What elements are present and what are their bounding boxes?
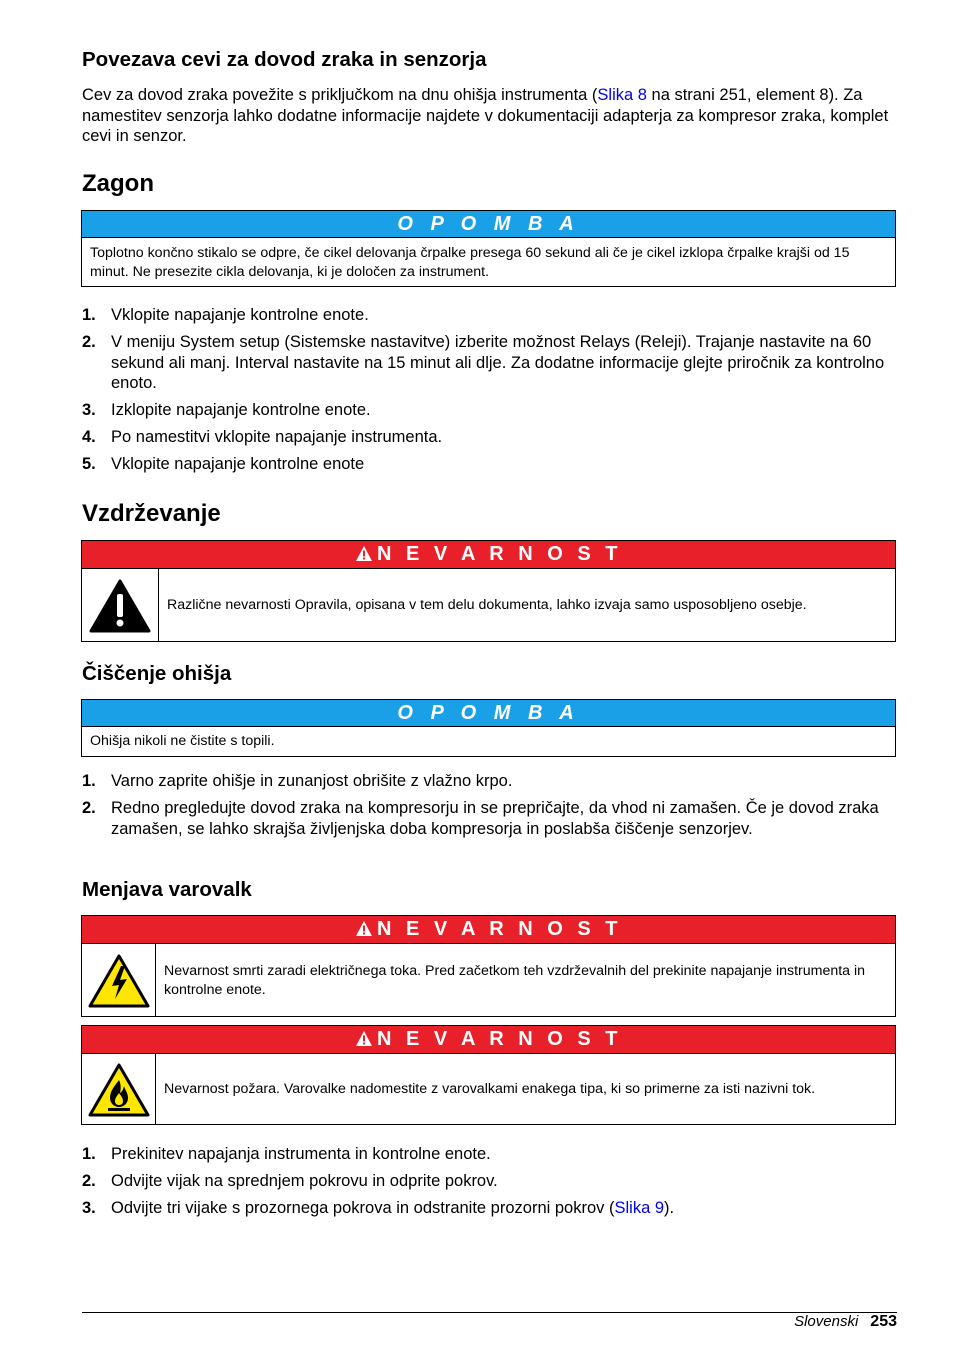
- warning-triangle-icon: [355, 545, 373, 562]
- step-text: ).: [664, 1199, 675, 1217]
- danger-content: [82, 944, 895, 1017]
- step-number: 4.: [82, 428, 96, 446]
- danger-box-fire: [81, 1025, 896, 1125]
- danger-box-electrical: [81, 915, 896, 1017]
- step-text: Izklopite napajanje kontrolne enote.: [111, 401, 371, 419]
- page-footer: [794, 1312, 897, 1332]
- list-item: [82, 400, 897, 421]
- step-number: 2.: [82, 799, 96, 817]
- step-number: 5.: [82, 455, 96, 473]
- danger-text: Nevarnost smrti zaradi električnega toka. Pred začetkom teh vzdrževalnih del prekinite napajanje instrumenta in kontrolne enote.: [164, 963, 866, 998]
- list-item: [82, 1198, 897, 1219]
- step-number: 2.: [82, 1172, 96, 1190]
- danger-title-text: N E V A R N O S T: [376, 543, 623, 565]
- footer-divider: [82, 1312, 897, 1313]
- air-hose-paragraph: [82, 85, 897, 147]
- step-text: Redno pregledujte dovod zraka na kompresorju in se prepričajte, da vhod ni zamašen. Če je dovod zraka zamašen, se lahko skrajša življenjska doba kompresorja in poslabša čiščenje senzorjev.: [111, 799, 879, 838]
- step-text: V meniju System setup (Sistemske nastavitve) izberite možnost Relays (Releji). Trajanje nastavite na 60 sekund ali manj. Interval nastavite na 15 minut ali dlje. Za dodatne informacije glejte priročnik za kontrolno enoto.: [111, 333, 885, 392]
- step-number: 1.: [82, 306, 96, 324]
- note-title: O P O M B A: [82, 700, 895, 727]
- list-item: [82, 427, 897, 448]
- list-item: [82, 771, 897, 792]
- step-text: Odvijte tri vijake s prozornega pokrova in odstranite prozorni pokrov (: [111, 1199, 615, 1217]
- note-text: Toplotno končno stikalo se odpre, če cikel delovanja črpalke presega 60 sekund ali če je cikel izklopa črpalke krajši od 15 minut. Ne presezite cikla delovanja, ki je določen za instrument.: [90, 245, 850, 280]
- step-number: 1.: [82, 772, 96, 790]
- fire-hazard-icon: [82, 1054, 156, 1125]
- list-item: [82, 305, 897, 326]
- footer-language: Slovenski: [794, 1313, 859, 1330]
- page-number: 253: [870, 1313, 897, 1330]
- electrical-hazard-icon: [82, 944, 156, 1017]
- fuse-steps: [82, 1144, 897, 1225]
- danger-content: [82, 569, 895, 642]
- warning-triangle-icon: [355, 1030, 373, 1047]
- note-box-startup: [81, 210, 896, 287]
- danger-title: [82, 541, 895, 569]
- section-heading-air-hose: Povezava cevi za dovod zraka in senzorja: [82, 48, 487, 71]
- warning-triangle-icon: [355, 920, 373, 937]
- figure-9-link[interactable]: Slika 9: [614, 1199, 665, 1217]
- danger-text: Različne nevarnosti Opravila, opisana v tem delu dokumenta, lahko izvaja samo usposobljeno osebje.: [167, 597, 807, 614]
- danger-title: [82, 916, 895, 944]
- list-item: [82, 1144, 897, 1165]
- step-text: Prekinitev napajanja instrumenta in kontrolne enote.: [111, 1145, 491, 1163]
- danger-box-maintenance: [81, 540, 896, 642]
- danger-content: [82, 1054, 895, 1125]
- note-box-cleaning: [81, 699, 896, 757]
- startup-steps: [82, 305, 897, 481]
- list-item: [82, 454, 897, 475]
- list-item: [82, 332, 897, 394]
- step-number: 1.: [82, 1145, 96, 1163]
- step-number: 3.: [82, 401, 96, 419]
- paragraph-text: Cev za dovod zraka povežite s priključkom na dnu ohišja instrumenta (: [82, 86, 598, 104]
- danger-title-text: N E V A R N O S T: [376, 918, 623, 940]
- list-item: [82, 798, 897, 839]
- note-title: O P O M B A: [82, 211, 895, 238]
- section-heading-cleaning: Čiščenje ohišja: [82, 662, 232, 685]
- step-number: 3.: [82, 1199, 96, 1217]
- step-text: Varno zaprite ohišje in zunanjost obrišite z vlažno krpo.: [111, 772, 513, 790]
- step-text: Po namestitvi vklopite napajanje instrumenta.: [111, 428, 443, 446]
- paragraph-text: na strani 251, element 8). Za namestitev senzorja lahko dodatne informacije najdete v dokumentaciji adapterja za kompresor zraka, komplet cevi in senzor.: [82, 86, 889, 145]
- step-text: Vklopite napajanje kontrolne enote: [111, 455, 365, 473]
- section-heading-maintenance: Vzdrževanje: [82, 500, 221, 527]
- step-number: 2.: [82, 333, 96, 351]
- section-heading-fuses: Menjava varovalk: [82, 878, 252, 901]
- danger-text: Nevarnost požara. Varovalke nadomestite z varovalkami enakega tipa, ki so primerne za isti nazivni tok.: [164, 1081, 816, 1098]
- step-text: Vklopite napajanje kontrolne enote.: [111, 306, 369, 324]
- danger-title-text: N E V A R N O S T: [376, 1028, 623, 1050]
- note-text: Ohišja nikoli ne čistite s topili.: [90, 733, 275, 749]
- cleaning-steps: [82, 771, 897, 846]
- step-text: Odvijte vijak na sprednjem pokrovu in odprite pokrov.: [111, 1172, 498, 1190]
- danger-title: [82, 1026, 895, 1054]
- general-hazard-icon: [82, 569, 159, 642]
- section-heading-startup: Zagon: [82, 170, 154, 197]
- figure-8-link[interactable]: Slika 8: [597, 86, 647, 104]
- list-item: [82, 1171, 897, 1192]
